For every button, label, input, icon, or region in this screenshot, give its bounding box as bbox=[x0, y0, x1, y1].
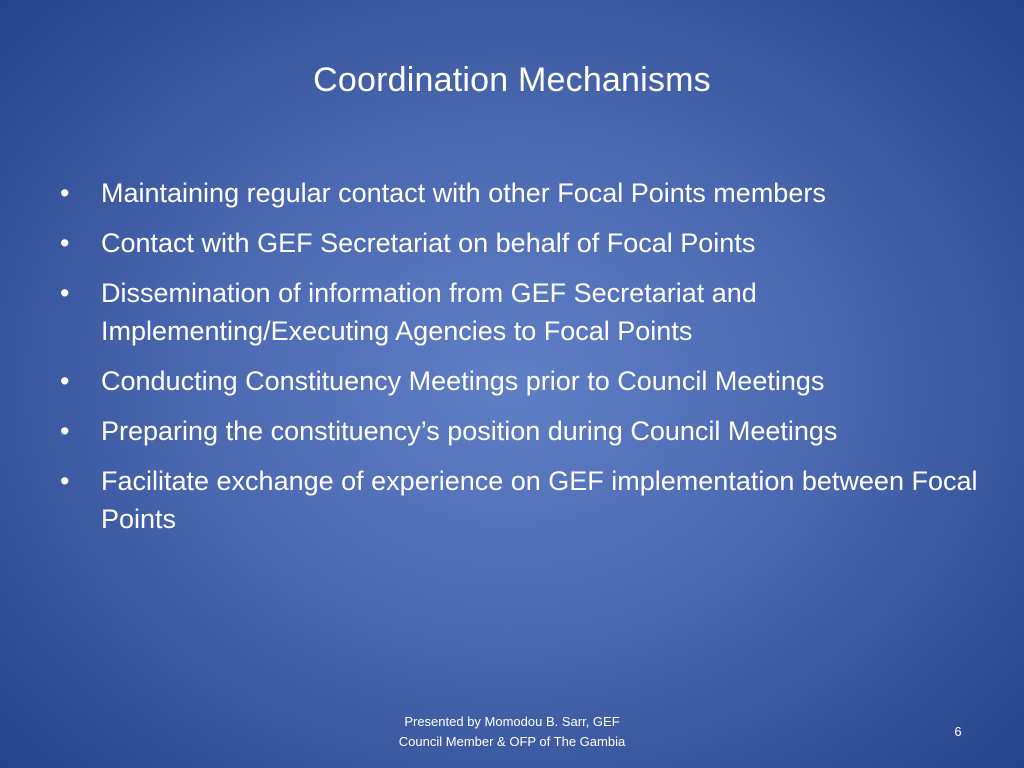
bullet-item bbox=[60, 174, 980, 212]
footer-line-presenter: Presented by Momodou B. Sarr, GEF bbox=[404, 714, 620, 729]
bullet-text: Dissemination of information from GEF Secretariat and Implementing/Executing Agencies to Focal Points bbox=[101, 278, 757, 346]
bullet-text: Maintaining regular contact with other Focal Points members bbox=[101, 178, 826, 208]
bullet-item bbox=[60, 362, 980, 400]
bullet-item bbox=[60, 274, 980, 350]
bullet-text: Facilitate exchange of experience on GEF implementation between Focal Points bbox=[101, 466, 978, 534]
bullet-icon: • bbox=[60, 228, 70, 258]
footer-line-role: Council Member & OFP of The Gambia bbox=[398, 734, 626, 749]
bullet-icon: • bbox=[60, 178, 70, 208]
bullet-item bbox=[60, 462, 980, 538]
bullet-text: Conducting Constituency Meetings prior to Council Meetings bbox=[101, 366, 825, 396]
bullet-text: Preparing the constituency’s position during Council Meetings bbox=[101, 416, 838, 446]
bullet-icon: • bbox=[60, 416, 70, 446]
bullet-item bbox=[60, 224, 980, 262]
bullet-icon: • bbox=[60, 466, 70, 496]
bullet-icon: • bbox=[60, 278, 70, 308]
bullet-text: Contact with GEF Secretariat on behalf of Focal Points bbox=[101, 228, 756, 258]
bullet-list bbox=[60, 174, 980, 550]
bullet-item bbox=[60, 412, 980, 450]
slide-title: Coordination Mechanisms bbox=[313, 61, 711, 99]
presenter-footer bbox=[312, 712, 712, 752]
page-number: 6 bbox=[954, 724, 962, 739]
bullet-icon: • bbox=[60, 366, 70, 396]
